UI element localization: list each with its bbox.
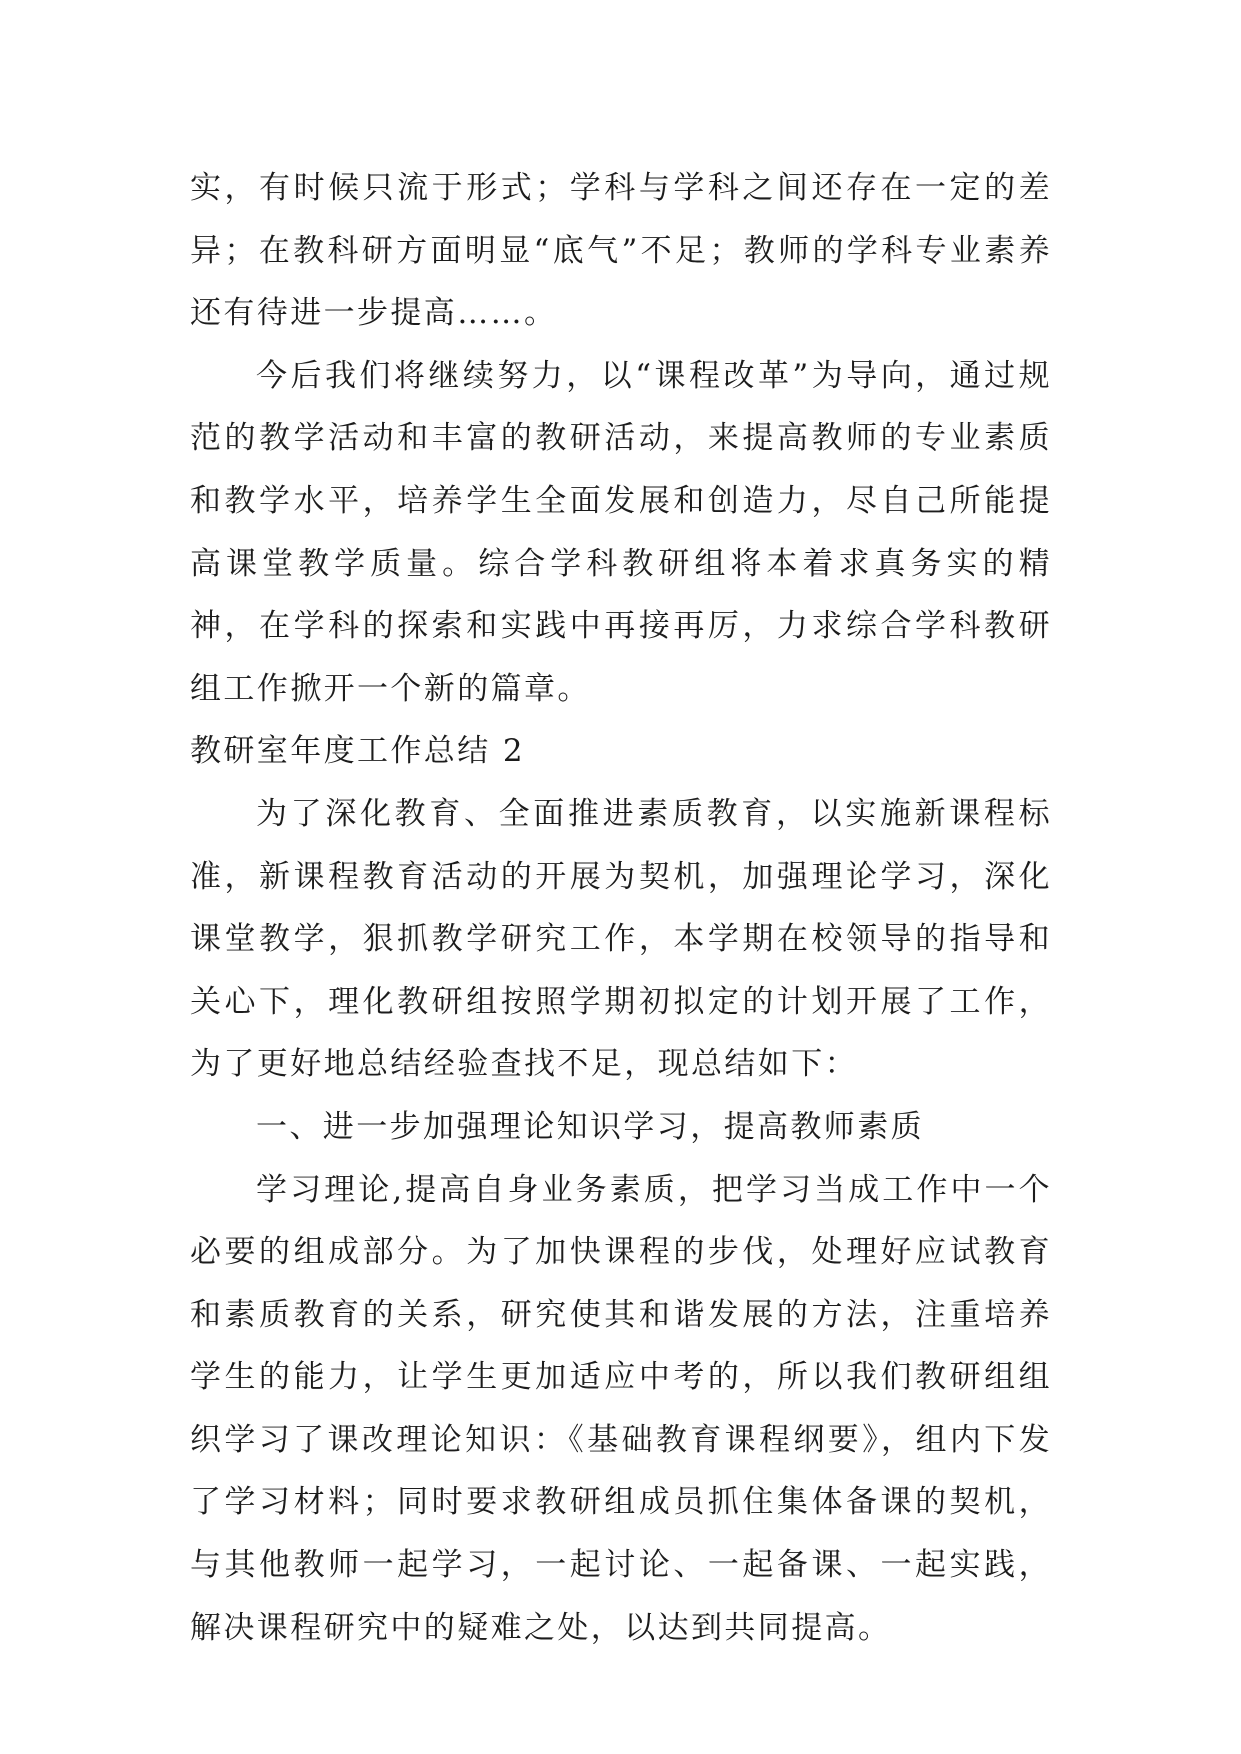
section-title: 教研室年度工作总结 2: [190, 733, 525, 770]
paragraph-intro: 为了深化教育、全面推进素质教育，以实施新课程标准，新课程教育活动的开展为契机，加强理论学习，深化课堂教学，狠抓教学研究工作，本学期在校领导的指导和关心下，理化教研组按照学期初拟定的计划开展了工作，为了更好地总结经验查找不足，现总结如下：: [190, 795, 1052, 1083]
subheading-theory-study: 一、进一步加强理论知识学习，提高教师素质: [256, 1108, 924, 1145]
paragraph-theory-study: 学习理论,提高自身业务素质，把学习当成工作中一个必要的组成部分。为了加快课程的步伐，处理好应试教育和素质教育的关系，研究使其和谐发展的方法，注重培养学生的能力，让学生更加适应中考的，所以我们教研组组织学习了课改理论知识：《基础教育课程纲要》，组内下发了学习材料；同时要求教研组成员抓住集体备课的契机，与其他教师一起学习，一起讨论、一起备课、一起实践，解决课程研究中的疑难之处，以达到共同提高。: [190, 1171, 1052, 1646]
document-body: [190, 157, 1052, 1659]
paragraph-continuation: 实，有时候只流于形式；学科与学科之间还存在一定的差异；在教科研方面明显“底气”不足；教师的学科专业素养还有待进一步提高……。: [190, 170, 1052, 332]
paragraph-future-plans: 今后我们将继续努力，以“课程改革”为导向，通过规范的教学活动和丰富的教研活动，来提高教师的专业素质和教学水平，培养学生全面发展和创造力，尽自己所能提高课堂教学质量。综合学科教研组将本着求真务实的精神，在学科的探索和实践中再接再厉，力求综合学科教研组工作掀开一个新的篇章。: [190, 357, 1052, 707]
